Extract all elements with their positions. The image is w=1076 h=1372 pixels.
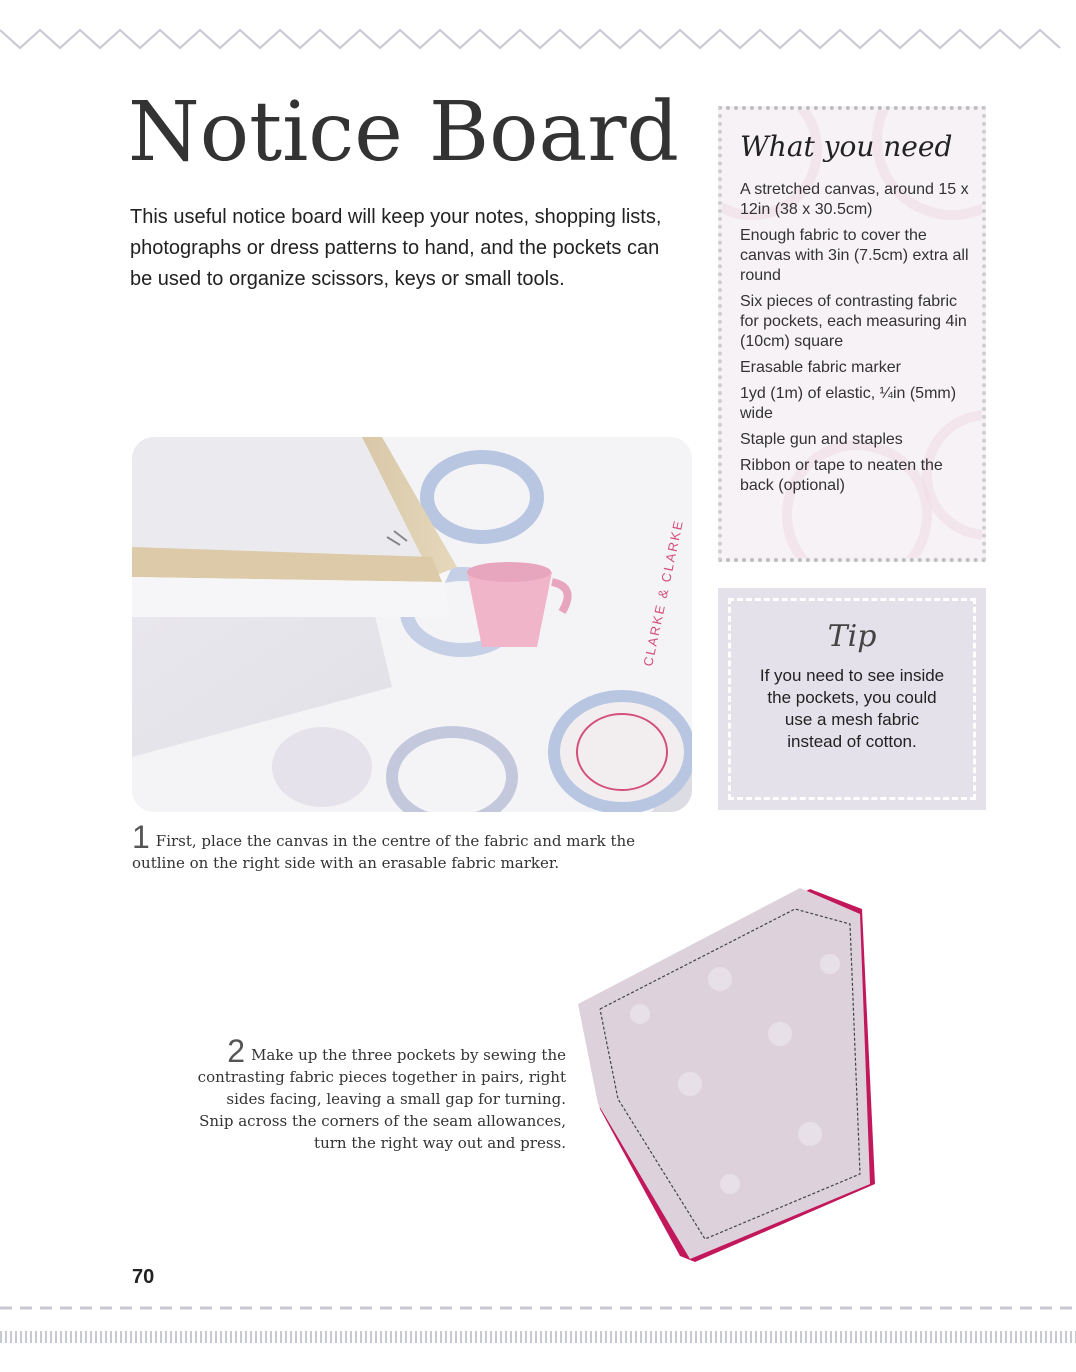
footer-tick-border xyxy=(0,1330,1076,1344)
materials-item: A stretched canvas, around 15 x 12in (38 x 30.5cm) xyxy=(740,181,969,218)
canvas-on-fabric-illustration xyxy=(132,437,692,812)
materials-item: Erasable fabric marker xyxy=(740,359,901,376)
step-1 xyxy=(132,819,692,874)
materials-item: Ribbon or tape to neaten the back (optional) xyxy=(740,457,943,494)
step-2-text: Make up the three pockets by sewing the contrasting fabric pieces together in pairs, right sides facing, leaving a small gap for turning. Snip across the corners of the seam allowances, turn the right way out and press. xyxy=(197,1046,566,1152)
selvedge-text: CLARKE & CLARKE xyxy=(640,517,687,668)
materials-list xyxy=(740,180,976,502)
page-title: Notice Board xyxy=(128,85,680,180)
step-1-number: 1 xyxy=(132,819,150,855)
pocket-photo xyxy=(570,884,900,1264)
what-you-need-panel xyxy=(718,106,986,562)
top-zigzag-border xyxy=(0,22,1076,58)
tip-text: If you need to see inside the pockets, you could use a mesh fabric instead of cotton. xyxy=(759,666,945,751)
step-2-number: 2 xyxy=(227,1033,246,1069)
materials-item: 1yd (1m) of elastic, ¼in (5mm) wide xyxy=(740,385,957,422)
page-number: 70 xyxy=(132,1266,155,1288)
materials-item: Enough fabric to cover the canvas with 3in (7.5cm) extra all round xyxy=(740,227,969,284)
intro-paragraph: This useful notice board will keep your notes, shopping lists, photographs or dress patterns to hand, and the pockets can be used to organize scissors, keys or small tools. xyxy=(130,206,662,290)
tip-heading: Tip xyxy=(827,619,877,654)
step-1-text: First, place the canvas in the centre of the fabric and mark the outline on the right side with an erasable fabric marker. xyxy=(132,832,636,872)
materials-item: Staple gun and staples xyxy=(740,431,903,448)
tip-box xyxy=(718,588,986,810)
step-2 xyxy=(192,1033,566,1154)
canvas-on-fabric-photo xyxy=(132,437,692,812)
tip-dashed-border xyxy=(728,598,976,800)
what-you-need-heading: What you need xyxy=(740,130,953,163)
footer-dashed-line xyxy=(0,1304,1076,1312)
materials-item: Six pieces of contrasting fabric for pockets, each measuring 4in (10cm) square xyxy=(740,293,967,350)
